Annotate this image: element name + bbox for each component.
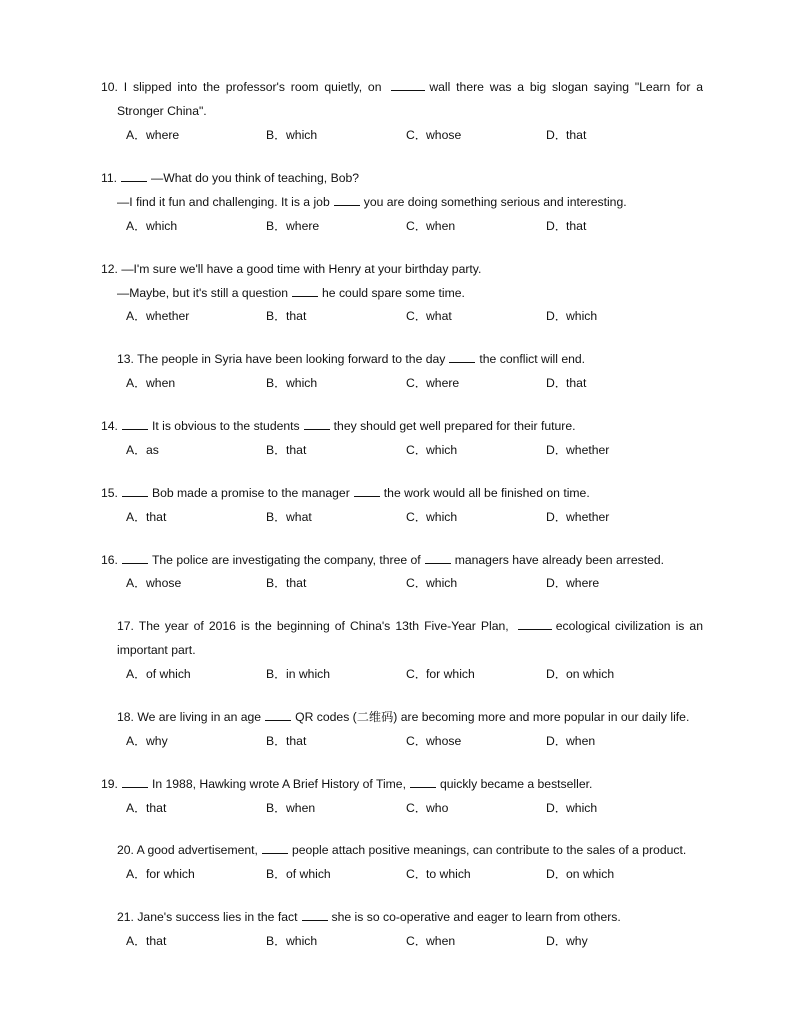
option-d[interactable] — [546, 375, 586, 391]
question-stem-line — [101, 552, 664, 568]
answer-blank[interactable] — [304, 418, 330, 430]
option-text: that — [286, 576, 307, 590]
option-letter: A． — [126, 801, 147, 815]
option-text: which — [566, 801, 598, 815]
option-b[interactable] — [266, 575, 306, 591]
option-letter: D． — [546, 734, 567, 748]
option-d[interactable] — [546, 866, 614, 882]
option-letter: A． — [126, 376, 147, 390]
option-letter: D． — [546, 443, 567, 457]
option-b[interactable] — [266, 866, 331, 882]
option-letter: C． — [406, 219, 427, 233]
option-c[interactable] — [406, 308, 452, 324]
stem-text: —Maybe, but it's still a question — [117, 286, 288, 300]
option-c[interactable] — [406, 866, 471, 882]
option-text: when — [426, 934, 456, 948]
question-stem-line — [117, 194, 627, 210]
option-a[interactable] — [126, 866, 195, 882]
option-c[interactable] — [406, 127, 461, 143]
stem-text: The police are investigating the company, three of — [151, 553, 421, 567]
option-d[interactable] — [546, 666, 614, 682]
option-b[interactable] — [266, 308, 306, 324]
question-stem-line — [117, 909, 621, 925]
option-a[interactable] — [126, 933, 166, 949]
stem-text: 16. — [101, 553, 118, 567]
option-text: of which — [146, 667, 191, 681]
option-text: that — [146, 801, 167, 815]
option-text: which — [566, 309, 598, 323]
option-letter: B． — [266, 128, 287, 142]
option-text: whose — [426, 734, 462, 748]
answer-blank[interactable] — [262, 842, 288, 854]
option-c[interactable] — [406, 375, 459, 391]
answer-blank[interactable] — [425, 552, 451, 564]
option-b[interactable] — [266, 442, 306, 458]
option-letter: C． — [406, 801, 427, 815]
option-a[interactable] — [126, 575, 181, 591]
option-letter: B． — [266, 576, 287, 590]
option-c[interactable] — [406, 666, 475, 682]
option-letter: A． — [126, 667, 147, 681]
option-c[interactable] — [406, 800, 448, 816]
option-text: as — [146, 443, 159, 457]
option-text: on which — [566, 667, 615, 681]
option-text: what — [286, 510, 312, 524]
option-b[interactable] — [266, 800, 315, 816]
option-letter: D． — [546, 128, 567, 142]
stem-text: 19. — [101, 777, 118, 791]
option-text: why — [566, 934, 588, 948]
question-stem-line — [117, 842, 686, 858]
question-stem-line — [117, 285, 465, 301]
answer-blank[interactable] — [122, 552, 148, 564]
option-text: when — [426, 219, 456, 233]
option-c[interactable] — [406, 933, 455, 949]
option-d[interactable] — [546, 127, 586, 143]
stem-text: 18. We are living in an age — [117, 710, 262, 724]
option-text: whether — [146, 309, 190, 323]
option-text: that — [286, 443, 307, 457]
answer-blank[interactable] — [354, 485, 380, 497]
question-stem-line — [101, 485, 590, 501]
option-c[interactable] — [406, 509, 457, 525]
option-text: on which — [566, 867, 615, 881]
option-c[interactable] — [406, 442, 457, 458]
question-stem-line — [117, 618, 703, 634]
option-letter: A． — [126, 734, 147, 748]
answer-blank[interactable] — [265, 709, 291, 721]
option-letter: D． — [546, 219, 567, 233]
answer-blank[interactable] — [334, 194, 360, 206]
answer-blank[interactable] — [292, 285, 318, 297]
option-text: where — [146, 128, 180, 142]
stem-text: the work would all be finished on time. — [383, 486, 590, 500]
stem-text: 10. I slipped into the professor's room quietly, on — [101, 80, 382, 94]
answer-blank[interactable] — [121, 170, 147, 182]
option-letter: D． — [546, 801, 567, 815]
option-d[interactable] — [546, 800, 597, 816]
stem-text: wall there was a big slogan saying "Learn for a — [429, 80, 703, 94]
option-letter: C． — [406, 309, 427, 323]
options-row — [0, 933, 794, 949]
option-d[interactable] — [546, 575, 599, 591]
stem-text: people attach positive meanings, can contribute to the sales of a product. — [291, 843, 687, 857]
options-row — [0, 509, 794, 525]
option-letter: A． — [126, 934, 147, 948]
option-c[interactable] — [406, 218, 455, 234]
question-stem-line — [101, 418, 576, 434]
option-letter: D． — [546, 867, 567, 881]
question-stem-line — [101, 776, 592, 792]
options-row — [0, 866, 794, 882]
option-d[interactable] — [546, 308, 597, 324]
option-text: in which — [286, 667, 331, 681]
options-row — [0, 308, 794, 324]
option-letter: D． — [546, 376, 567, 390]
option-letter: A． — [126, 309, 147, 323]
question-stem-line — [117, 103, 207, 119]
option-b[interactable] — [266, 375, 317, 391]
option-letter: B． — [266, 443, 287, 457]
option-letter: D． — [546, 576, 567, 590]
option-a[interactable] — [126, 218, 177, 234]
option-text: that — [146, 510, 167, 524]
stem-text: 14. — [101, 419, 118, 433]
option-letter: D． — [546, 667, 567, 681]
option-letter: C． — [406, 376, 427, 390]
answer-blank[interactable] — [122, 776, 148, 788]
options-row — [0, 375, 794, 391]
option-letter: B． — [266, 219, 287, 233]
options-row — [0, 666, 794, 682]
option-text: which — [426, 576, 458, 590]
option-text: when — [566, 734, 596, 748]
option-text: why — [146, 734, 168, 748]
stem-text: 20. A good advertisement, — [117, 843, 258, 857]
stem-text: they should get well prepared for their future. — [333, 419, 576, 433]
options-row — [0, 575, 794, 591]
option-a[interactable] — [126, 666, 191, 682]
stem-text: It is obvious to the students — [151, 419, 300, 433]
option-text: which — [286, 128, 318, 142]
option-text: which — [426, 443, 458, 457]
option-b[interactable] — [266, 127, 317, 143]
option-letter: D． — [546, 309, 567, 323]
option-text: what — [426, 309, 452, 323]
question-stem-line — [117, 709, 689, 725]
option-letter: B． — [266, 734, 287, 748]
answer-blank[interactable] — [122, 485, 148, 497]
option-a[interactable] — [126, 733, 168, 749]
option-text: for which — [426, 667, 475, 681]
option-letter: B． — [266, 309, 287, 323]
option-letter: C． — [406, 934, 427, 948]
option-letter: B． — [266, 867, 287, 881]
option-b[interactable] — [266, 218, 319, 234]
option-text: when — [146, 376, 176, 390]
option-d[interactable] — [546, 509, 609, 525]
stem-text: ecological civilization is an — [555, 619, 703, 633]
stem-text: the conflict will end. — [479, 352, 586, 366]
question-stem-line — [101, 79, 703, 95]
option-letter: B． — [266, 667, 287, 681]
option-c[interactable] — [406, 575, 457, 591]
stem-text: 17. The year of 2016 is the beginning of China's 13th Five-Year Plan, — [117, 619, 509, 633]
option-text: that — [566, 128, 587, 142]
options-row — [0, 442, 794, 458]
option-a[interactable] — [126, 308, 189, 324]
option-letter: C． — [406, 867, 427, 881]
option-text: which — [286, 934, 318, 948]
option-text: where — [286, 219, 320, 233]
option-letter: C． — [406, 128, 427, 142]
option-text: where — [566, 576, 600, 590]
option-text: whether — [566, 443, 610, 457]
option-a[interactable] — [126, 442, 159, 458]
option-text: who — [426, 801, 449, 815]
option-d[interactable] — [546, 442, 609, 458]
option-letter: B． — [266, 934, 287, 948]
option-letter: A． — [126, 443, 147, 457]
stem-text: quickly became a bestseller. — [439, 777, 593, 791]
option-text: that — [146, 934, 167, 948]
option-b[interactable] — [266, 933, 317, 949]
option-letter: A． — [126, 219, 147, 233]
option-text: that — [286, 309, 307, 323]
option-letter: A． — [126, 576, 147, 590]
option-text: where — [426, 376, 460, 390]
answer-blank[interactable] — [302, 909, 328, 921]
answer-blank[interactable] — [122, 418, 148, 430]
option-text: which — [146, 219, 178, 233]
option-text: that — [286, 734, 307, 748]
option-d[interactable] — [546, 933, 588, 949]
option-text: which — [426, 510, 458, 524]
option-text: when — [286, 801, 316, 815]
stem-text: 11. — [101, 171, 118, 185]
option-text: for which — [146, 867, 195, 881]
stem-text: Bob made a promise to the manager — [151, 486, 350, 500]
stem-text: managers have already been arrested. — [454, 553, 665, 567]
option-a[interactable] — [126, 375, 175, 391]
option-d[interactable] — [546, 733, 595, 749]
option-letter: A． — [126, 128, 147, 142]
stem-text: —What do you think of teaching, Bob? — [151, 171, 360, 185]
option-letter: D． — [546, 510, 567, 524]
option-a[interactable] — [126, 127, 179, 143]
option-b[interactable] — [266, 509, 312, 525]
option-a[interactable] — [126, 509, 166, 525]
option-c[interactable] — [406, 733, 461, 749]
option-text: to which — [426, 867, 471, 881]
option-text: that — [566, 376, 587, 390]
question-stem-line — [117, 642, 196, 658]
option-letter: C． — [406, 510, 427, 524]
option-letter: C． — [406, 667, 427, 681]
options-row — [0, 800, 794, 816]
option-text: of which — [286, 867, 331, 881]
options-row — [0, 218, 794, 234]
stem-text: he could spare some time. — [322, 286, 465, 300]
answer-blank[interactable] — [391, 79, 425, 91]
option-letter: B． — [266, 510, 287, 524]
answer-blank[interactable] — [410, 776, 436, 788]
option-letter: D． — [546, 934, 567, 948]
option-a[interactable] — [126, 800, 166, 816]
stem-text: she is so co-operative and eager to learn from others. — [331, 910, 621, 924]
option-text: whether — [566, 510, 610, 524]
stem-text: Stronger China". — [117, 104, 207, 118]
stem-text: In 1988, Hawking wrote A Brief History of Time, — [151, 777, 406, 791]
stem-text: 13. The people in Syria have been looking forward to the day — [117, 352, 446, 366]
option-d[interactable] — [546, 218, 586, 234]
stem-text: 21. Jane's success lies in the fact — [117, 910, 298, 924]
stem-text: 15. — [101, 486, 118, 500]
options-row — [0, 733, 794, 749]
options-row — [0, 127, 794, 143]
answer-blank[interactable] — [518, 618, 552, 630]
option-text: whose — [146, 576, 182, 590]
option-text: that — [566, 219, 587, 233]
question-stem-line — [101, 170, 359, 186]
stem-text: QR codes (二维码) are becoming more and more popular in our daily life. — [295, 710, 690, 724]
stem-text: important part. — [117, 643, 196, 657]
option-letter: A． — [126, 510, 147, 524]
option-text: which — [286, 376, 318, 390]
option-b[interactable] — [266, 733, 306, 749]
option-letter: B． — [266, 376, 287, 390]
option-text: whose — [426, 128, 462, 142]
stem-text: you are doing something serious and interesting. — [363, 195, 627, 209]
stem-text: 12. —I'm sure we'll have a good time with Henry at your birthday party. — [101, 262, 482, 276]
option-b[interactable] — [266, 666, 330, 682]
option-letter: C． — [406, 443, 427, 457]
answer-blank[interactable] — [449, 351, 475, 363]
question-stem-line — [101, 261, 481, 277]
option-letter: B． — [266, 801, 287, 815]
option-letter: C． — [406, 734, 427, 748]
option-letter: C． — [406, 576, 427, 590]
stem-text: —I find it fun and challenging. It is a job — [117, 195, 330, 209]
question-stem-line — [117, 351, 585, 367]
option-letter: A． — [126, 867, 147, 881]
